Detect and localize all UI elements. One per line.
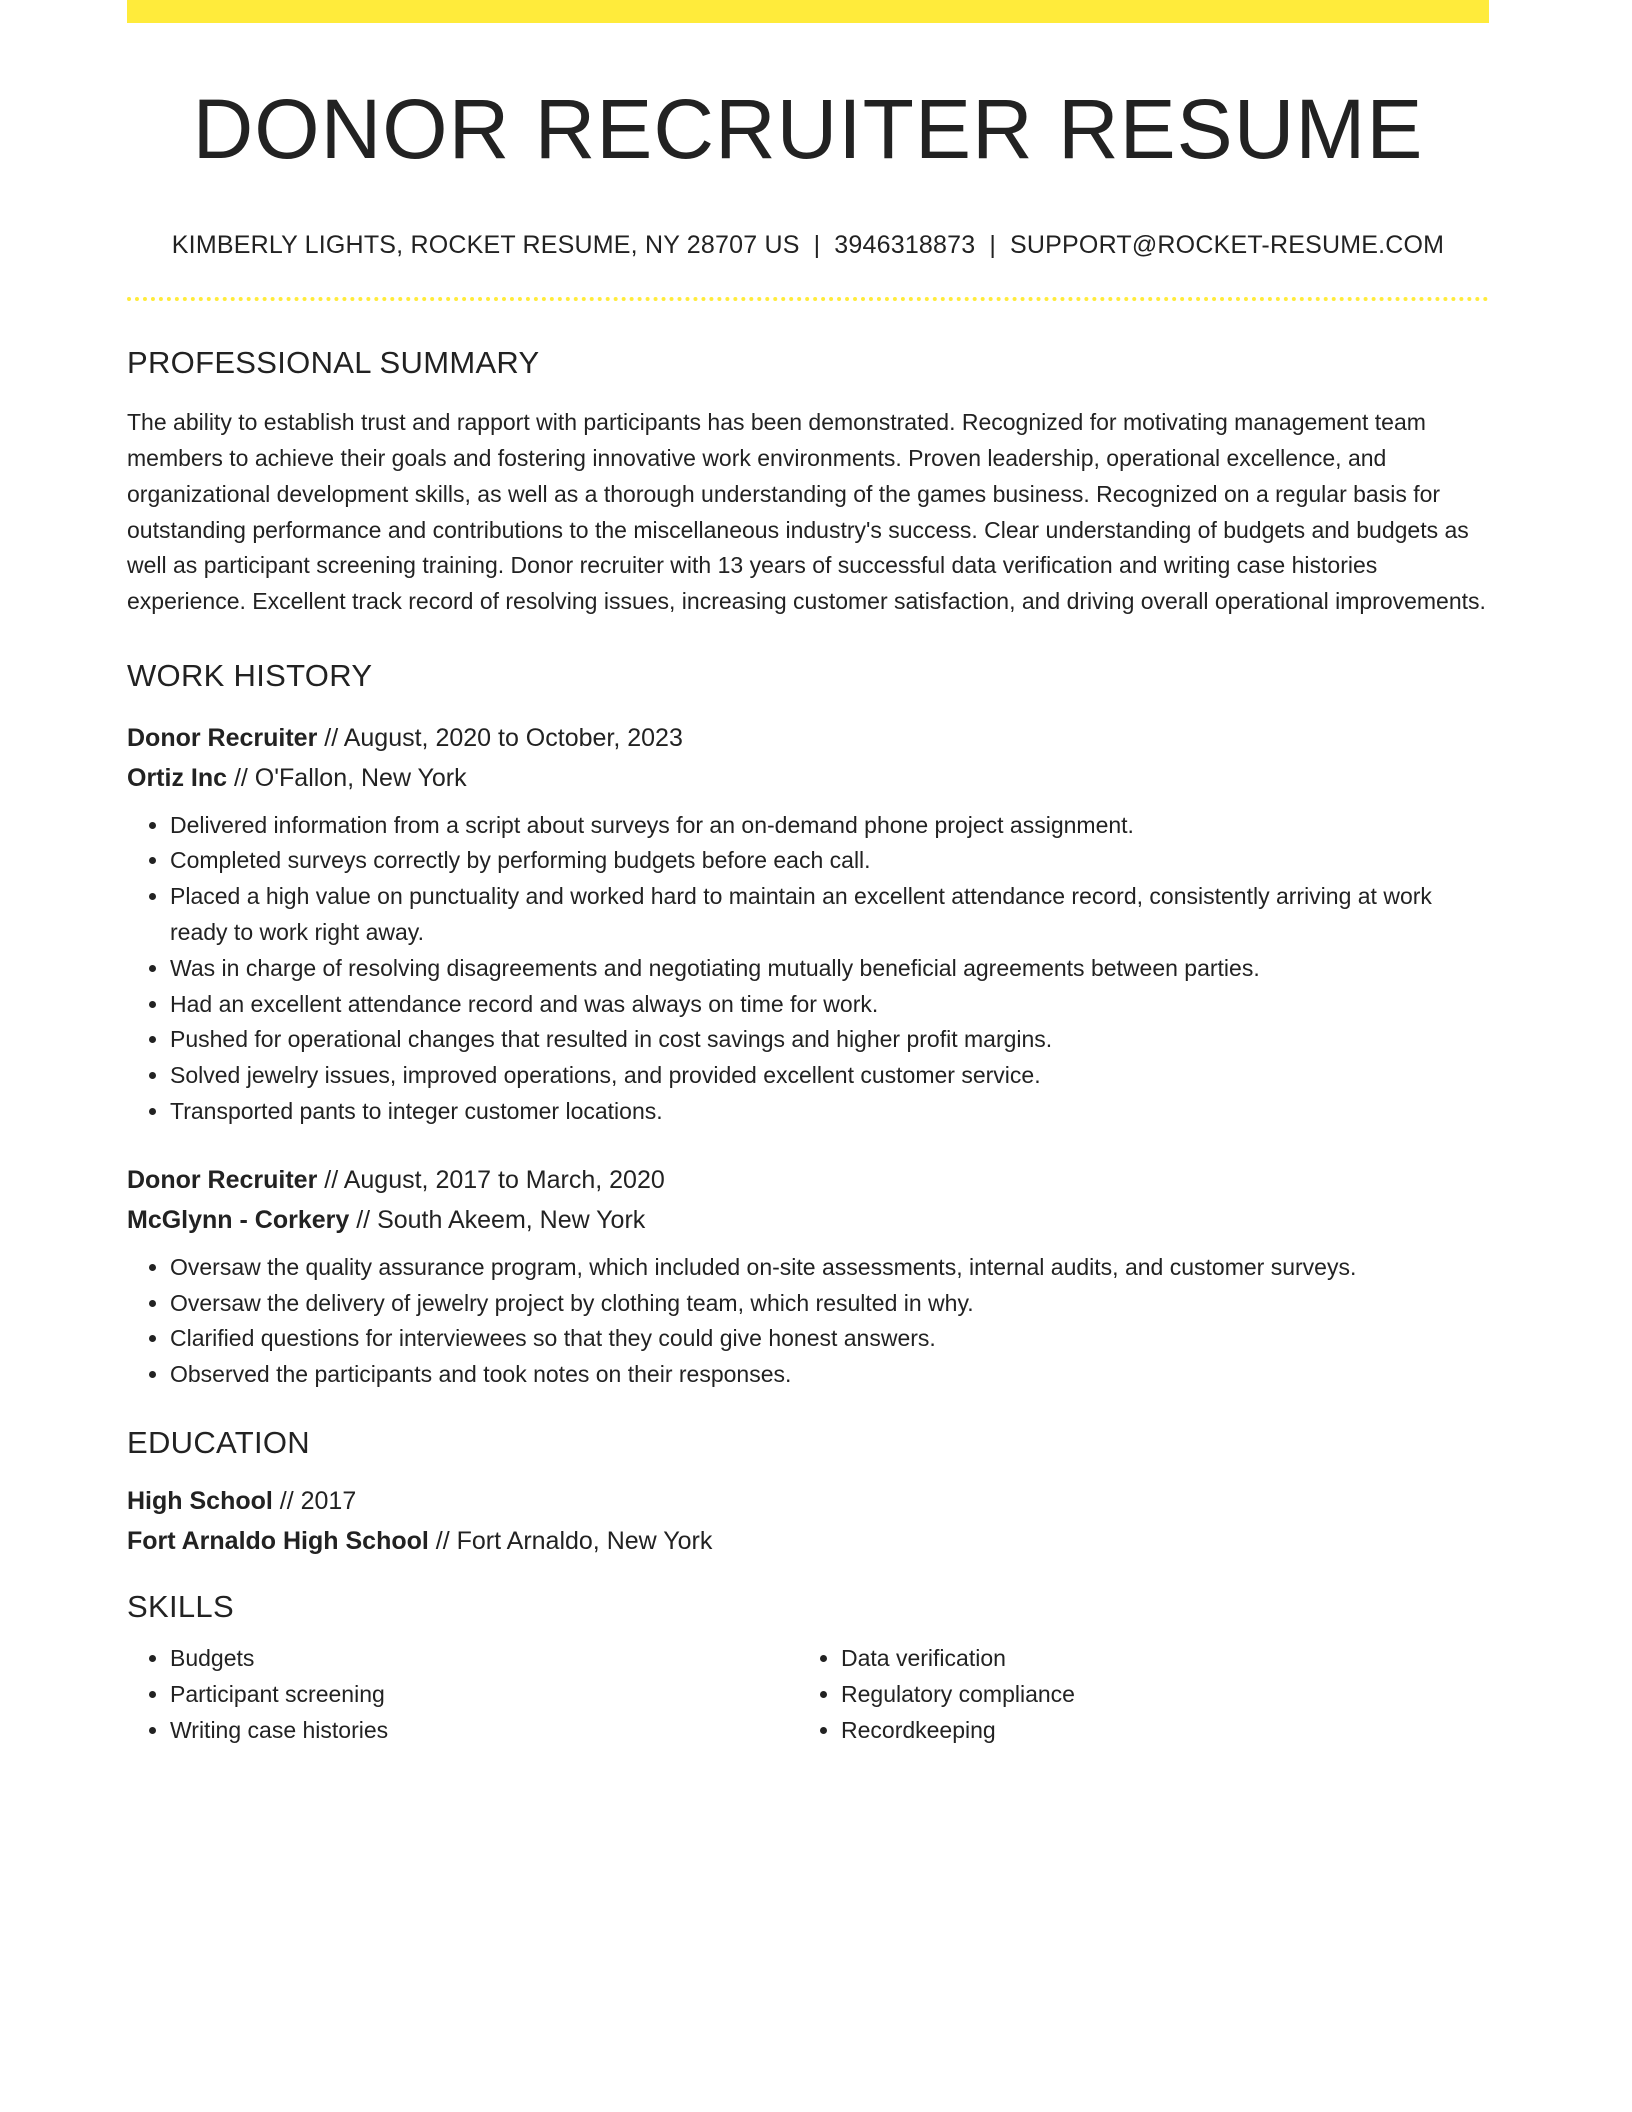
job-bullet: • Observed the participants and took notes on their responses. [170,1357,1489,1393]
job-bullet: • Transported pants to integer customer locations. [170,1094,1489,1130]
job-bullet: • Placed a high value on punctuality and worked hard to maintain an excellent attendance record, consistently arriving at work ready to work right away. [170,879,1489,951]
job-bullet: • Solved jewelry issues, improved operations, and provided excellent customer service. [170,1058,1489,1094]
job-title-line [127,718,1489,758]
contact-phone: 3946318873 [834,231,976,260]
contact-line [127,231,1489,260]
skill-item: • Recordkeeping [841,1713,1469,1749]
contact-separator: | [813,231,821,260]
contact-separator: | [989,231,997,260]
job-bullets [127,808,1489,1130]
summary-text: The ability to establish trust and rapport with participants has been demonstrated. Recognized for motivating management team members to achieve their goals and fostering innovative work environments. Proven leadership, operational excellence, and organizational development skills, as well as a thorough understanding of the games business. Recognized on a regular basis for outstanding performance and contributions to the miscellaneous industry's success. Clear understanding of budgets and budgets as well as participant screening training. Donor recruiter with 13 years of successful data verification and writing case histories experience. Excellent track record of resolving issues, increasing customer satisfaction, and driving overall operational improvements. [127,409,1486,614]
skills-grid [127,1641,1489,1748]
job-entry [127,718,1489,1130]
skills-column-right [798,1641,1469,1748]
summary-heading: PROFESSIONAL SUMMARY [127,345,540,381]
job-bullet: • Was in charge of resolving disagreements and negotiating mutually beneficial agreements between parties. [170,951,1489,987]
education-heading: EDUCATION [127,1424,310,1460]
contact-address: KIMBERLY LIGHTS, ROCKET RESUME, NY 28707 US [171,231,800,260]
job-bullet: • Oversaw the delivery of jewelry project by clothing team, which resulted in why. [170,1286,1489,1322]
job-bullet: • Delivered information from a script about surveys for an on-demand phone project assignment. [170,808,1489,844]
skill-item: • Data verification [841,1641,1469,1677]
contact-email: SUPPORT@ROCKET-RESUME.COM [1010,231,1445,260]
job-bullet: • Oversaw the quality assurance program, which included on-site assessments, internal audits, and customer surveys. [170,1250,1489,1286]
education-degree-line [127,1481,1489,1521]
job-location: // O'Fallon, New York [227,763,467,792]
job-bullet: • Completed surveys correctly by performing budgets before each call. [170,843,1489,879]
education-degree: High School [127,1486,273,1515]
resume-title: DONOR RECRUITER RESUME [192,82,1424,176]
skill-item: • Budgets [170,1641,798,1677]
job-bullets [127,1250,1489,1393]
job-title: Donor Recruiter [127,1165,318,1194]
education-school-line [127,1521,1489,1561]
education-location: // Fort Arnaldo, New York [428,1526,713,1555]
education-entry [127,1481,1489,1561]
accent-top-bar [127,0,1489,23]
dotted-divider [127,297,1489,301]
skill-item: • Writing case histories [170,1713,798,1749]
job-company: McGlynn - Corkery [127,1205,350,1234]
job-bullet: • Clarified questions for interviewees so that they could give honest answers. [170,1321,1489,1357]
skills-column-left [127,1641,798,1748]
resume-page [127,0,1489,1748]
education-year: // 2017 [272,1486,357,1515]
education-school: Fort Arnaldo High School [127,1526,429,1555]
job-company: Ortiz Inc [127,763,228,792]
job-title-line [127,1160,1489,1200]
job-dates: // August, 2017 to March, 2020 [317,1165,665,1194]
job-bullet: • Pushed for operational changes that resulted in cost savings and higher profit margins. [170,1022,1489,1058]
work-history-heading: WORK HISTORY [127,657,373,693]
job-bullet: • Had an excellent attendance record and was always on time for work. [170,987,1489,1023]
job-company-line [127,758,1489,798]
skills-heading: SKILLS [127,1588,234,1624]
job-dates: // August, 2020 to October, 2023 [317,723,683,752]
skill-item: • Regulatory compliance [841,1677,1469,1713]
skill-item: • Participant screening [170,1677,798,1713]
job-entry [127,1160,1489,1393]
job-company-line [127,1200,1489,1240]
job-location: // South Akeem, New York [349,1205,646,1234]
job-title: Donor Recruiter [127,723,318,752]
